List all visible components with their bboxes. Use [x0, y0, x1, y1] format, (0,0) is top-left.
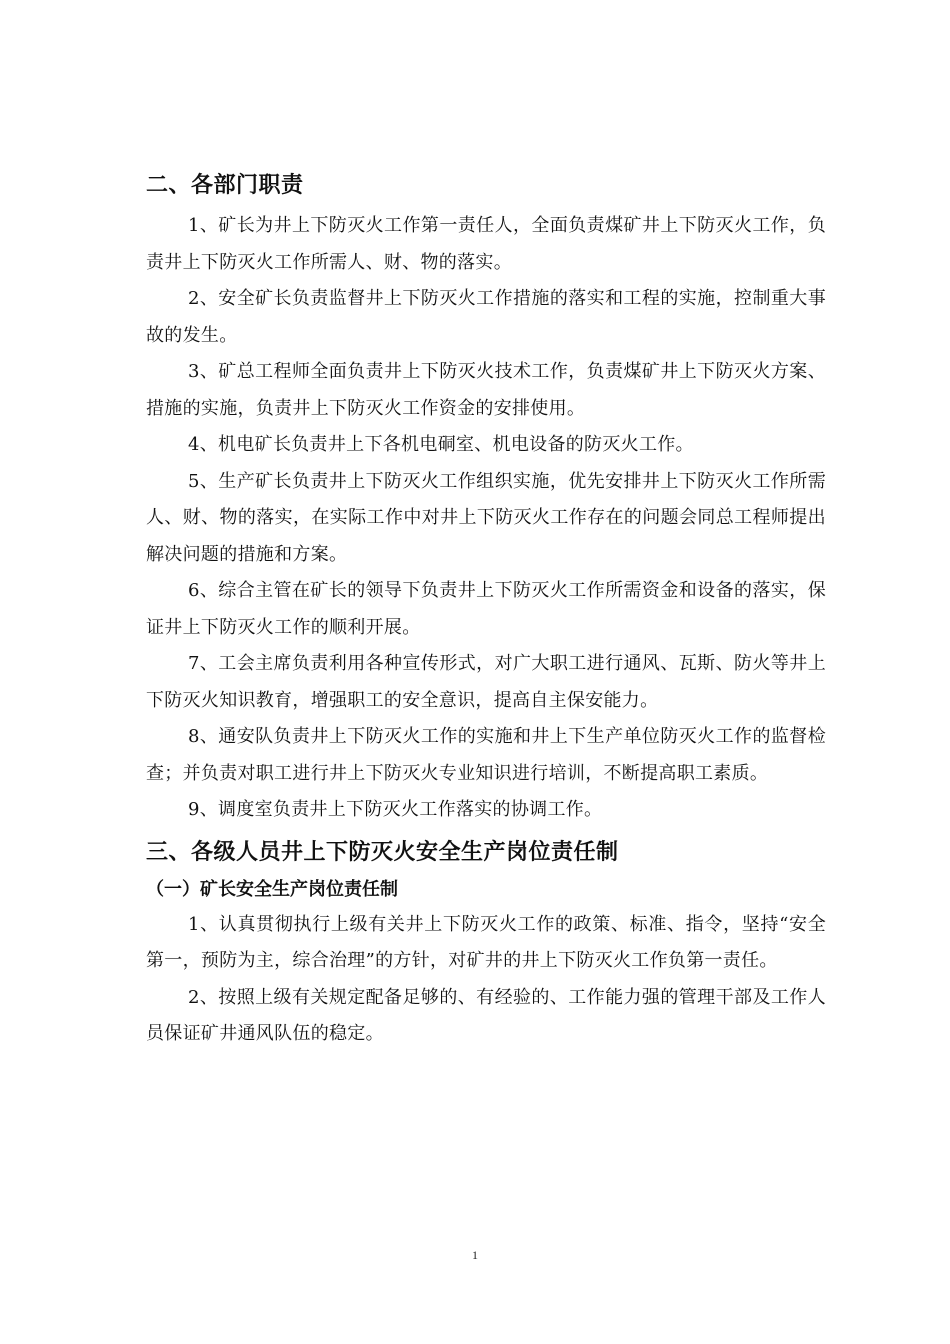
paragraph: 2、安全矿长负责监督井上下防灭火工作措施的落实和工程的实施，控制重大事故的发生。 [146, 288, 826, 346]
section-heading-departments: 二、各部门职责 [146, 173, 304, 198]
paragraph: 1、认真贯彻执行上级有关井上下防灭火工作的政策、标准、指令，坚持“安全第一，预防为主，综合治理”的方针，对矿井的井上下防灭火工作负第一责任。 [146, 913, 826, 971]
paragraph: 4、机电矿长负责井上下各机电硐室、机电设备的防灭火工作。 [188, 434, 694, 455]
subsection-heading-mine-director: （一）矿长安全生产岗位责任制 [146, 878, 398, 900]
paragraph: 8、通安队负责井上下防灭火工作的实施和井上下生产单位防灭火工作的监督检查；并负责对职工进行井上下防灭火专业知识进行培训，不断提高职工素质。 [146, 726, 826, 784]
document-body [146, 168, 826, 1053]
paragraph: 3、矿总工程师全面负责井上下防灭火技术工作，负责煤矿井上下防灭火方案、措施的实施，负责井上下防灭火工作资金的安排使用。 [146, 361, 826, 419]
paragraph: 1、矿长为井上下防灭火工作第一责任人，全面负责煤矿井上下防灭火工作，负责井上下防灭火工作所需人、财、物的落实。 [146, 215, 826, 273]
paragraph: 7、工会主席负责利用各种宣传形式，对广大职工进行通风、瓦斯、防火等井上下防灭火知识教育，增强职工的安全意识，提高自主保安能力。 [146, 653, 826, 711]
paragraph: 5、生产矿长负责井上下防灭火工作组织实施，优先安排井上下防灭火工作所需人、财、物的落实，在实际工作中对井上下防灭火工作存在的问题会同总工程师提出解决问题的措施和方案。 [146, 470, 826, 565]
section-heading-responsibility-system: 三、各级人员井上下防灭火安全生产岗位责任制 [146, 839, 619, 865]
paragraph: 6、综合主管在矿长的领导下负责井上下防灭火工作所需资金和设备的落实，保证井上下防灭火工作的顺利开展。 [146, 580, 826, 638]
page-number: 1 [472, 1248, 478, 1262]
paragraph: 9、调度室负责井上下防灭火工作落实的协调工作。 [188, 799, 603, 820]
paragraph: 2、按照上级有关规定配备足够的、有经验的、工作能力强的管理干部及工作人员保证矿井通风队伍的稳定。 [146, 986, 826, 1044]
